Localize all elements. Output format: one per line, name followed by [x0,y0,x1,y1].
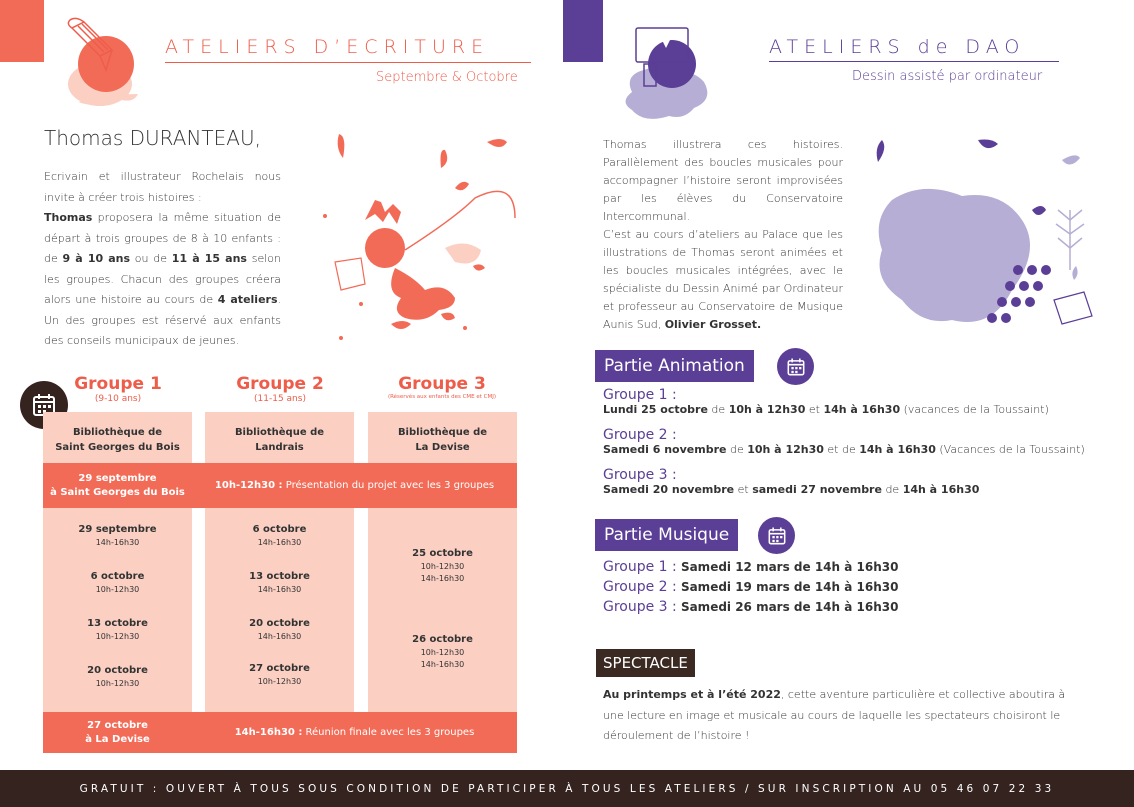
group-1-header [43,374,193,404]
musique-group-2 [603,579,1003,599]
session-date: 20 octobre [87,665,148,676]
session-item [205,618,354,663]
kickoff-date: 29 septembre à Saint Georges du Bois [50,472,185,498]
session-date: 26 octobre [412,634,473,645]
group-2-sessions [205,524,354,710]
group-1-sessions [43,524,192,712]
hours: 14h à 16h30 [859,443,936,456]
session-date: 20 octobre [249,618,310,629]
group-label: Groupe 3 : [603,599,677,615]
kickoff-info [192,480,517,491]
hours: samedi 27 novembre [752,483,882,496]
right-header-title: ATELIERS de DAO [769,36,1026,58]
text: de [881,483,903,496]
group-3-header [367,374,517,400]
group-2-library: Bibliothèque de Landrais [234,427,325,453]
session-time: 10h-12h30 [420,562,465,571]
session-date: 13 octobre [249,571,310,582]
kickoff-band [43,463,517,508]
animation-group-2 [603,427,1103,467]
musique-group-1 [603,559,1003,579]
group-1-title: Groupe 1 [74,374,162,394]
pencil-icon [58,14,154,110]
purple-splash-illustration [862,130,1102,330]
session-date: 6 octobre [90,571,145,582]
animation-group-1 [603,387,1103,427]
calendar-icon [758,517,795,554]
final-text: Réunion finale avec les 3 groupes [302,727,475,738]
session-date: 27 octobre [249,663,310,674]
bio-text-c: selon les groupes. Chacun des groupes créera alors une histoire au cours de [44,252,281,306]
group-1-library: Bibliothèque de Saint Georges du Bois [55,427,180,453]
group-2-header [205,374,355,404]
left-corner-block [0,0,44,62]
day: Lundi 25 octobre [603,403,708,416]
session-time: 14h-16h30 [257,585,302,594]
right-header-rule [769,61,1059,62]
group-label: Groupe 1 : [603,559,677,575]
musique-section-label: Partie Musique [595,519,738,551]
footer-banner: GRATUIT : OUVERT À TOUS SOUS CONDITION DE PARTICIPER À TOUS LES ATELIERS / SUR INSCRIPTION AU 05 46 07 22 33 [0,770,1134,807]
session-time: 10h-12h30 [95,632,140,641]
session-time: 10h-12h30 [95,585,140,594]
spectacle-description: , cette aventure particulière et collective aboutira à une lecture en image et musicale au cours de laquelle les spectateurs choisiront le déroulement de l’histoire ! [603,688,1066,742]
dao-paragraph-1: Thomas illustrera ces histoires. Parallèlement des boucles musicales pour accompagner l’histoire seront improvisées par les élèves du Conservatoire Intercommunal. [603,138,843,223]
text: de [707,403,729,416]
session-item [368,634,517,669]
animation-groups [603,387,1103,507]
session-time: 14h-16h30 [257,632,302,641]
bio-ateliers: 4 ateliers [217,293,278,306]
spectacle-text [603,685,1083,747]
dao-paragraph-2: C’est au cours d’ateliers au Palace que les illustrations de Thomas seront animées et les boucles musicales intégrées, avec le spécialiste du Dessin Animé par Ordinateur et professeur au Conservatoire de Musique Aunis Sud, [603,228,843,331]
right-corner-block [563,0,603,62]
group-label: Groupe 1 : [603,387,677,403]
group-schedule: Samedi 12 mars de 14h à 16h30 [676,560,899,574]
group-3-sessions [368,548,517,669]
spectacle-date: Au printemps et à l’été 2022 [603,688,781,701]
text: (Vacances de la Toussaint) [935,443,1085,456]
group-label: Groupe 2 : [603,579,677,595]
dao-name: Olivier Grosset. [664,318,762,331]
group-1-age: (9-10 ans) [94,394,142,404]
musique-groups [603,559,1003,619]
group-schedule: Samedi 26 mars de 14h à 16h30 [676,600,899,614]
text: et de [823,443,860,456]
animation-group-3 [603,467,1103,507]
left-header-title: ATELIERS D’ECRITURE [165,36,490,58]
group-schedule: Samedi 19 mars de 14h à 16h30 [676,580,899,594]
session-date: 29 septembre [78,524,157,535]
bio-text-d: . Un des groupes est réservé aux enfants des conseils municipaux de jeunes. [44,293,281,347]
text: et [734,483,753,496]
final-info [192,727,517,738]
group-2-age: (11-15 ans) [254,394,306,404]
session-item [205,524,354,571]
hours: 14h à 16h30 [902,483,980,496]
bio-text-a: proposera la même situation de départ à trois groupes de 8 à 10 enfants : de [44,211,281,265]
text: et [805,403,824,416]
day: Samedi 6 novembre [603,443,727,456]
session-item [43,665,192,712]
kickoff-text: Présentation du projet avec les 3 groupes [282,480,495,491]
session-item [205,571,354,618]
final-band [43,712,517,753]
animation-section-label: Partie Animation [595,350,754,382]
session-time: 14h-16h30 [420,660,465,669]
calendar-icon [777,348,814,385]
computer-icon [614,20,724,130]
text: de [726,443,748,456]
left-header-subtitle: Septembre & Octobre [376,70,518,85]
session-date: 6 octobre [252,524,307,535]
group-schedule [603,403,1103,416]
group-schedule [603,443,1103,456]
session-item [368,548,517,634]
session-item [43,524,192,571]
bio-text-b: ou de [130,252,172,265]
group-3-title: Groupe 3 [398,374,486,394]
session-time: 14h-16h30 [257,538,302,547]
hours: 10h à 12h30 [728,403,806,416]
hours: 10h à 12h30 [747,443,824,456]
right-header-subtitle: Dessin assisté par ordinateur [852,69,1043,84]
author-name: Thomas DURANTEAU, [44,126,261,150]
group-label: Groupe 2 : [603,427,677,443]
group-2-title: Groupe 2 [236,374,324,394]
musique-group-3 [603,599,1003,619]
day: Samedi 20 novembre [603,483,735,496]
session-time: 10h-12h30 [420,648,465,657]
group-schedule [603,483,1103,496]
final-time: 14h-16h30 : [234,727,303,738]
session-date: 25 octobre [412,548,473,559]
group-3-library: Bibliothèque de La Devise [397,427,488,453]
group-label: Groupe 3 : [603,467,677,483]
session-time: 10h-12h30 [95,679,140,688]
kickoff-time: 10h-12h30 : [214,480,283,491]
session-time: 14h-16h30 [420,574,465,583]
salmon-splash-illustration [305,128,525,348]
group-3-note: (Réservés aux enfants des CME et CMJ) [387,394,497,400]
session-time: 10h-12h30 [257,677,302,686]
final-date: 27 octobre à La Devise [85,719,150,745]
text: (vacances de la Toussaint) [900,403,1049,416]
hours: 14h à 16h30 [823,403,901,416]
author-bio [44,167,281,352]
session-item [43,618,192,665]
bio-age-1: 9 à 10 ans [62,252,131,265]
dao-description [603,136,843,334]
bio-thomas: Thomas [44,211,93,224]
session-item [43,571,192,618]
spectacle-label: SPECTACLE [596,649,695,677]
session-date: 13 octobre [87,618,148,629]
bio-age-2: 11 à 15 ans [171,252,247,265]
session-time: 14h-16h30 [95,538,140,547]
session-item [205,663,354,710]
left-header-rule [165,62,531,63]
bio-intro: Ecrivain et illustrateur Rochelais nous invite à créer trois histoires : [44,170,281,204]
